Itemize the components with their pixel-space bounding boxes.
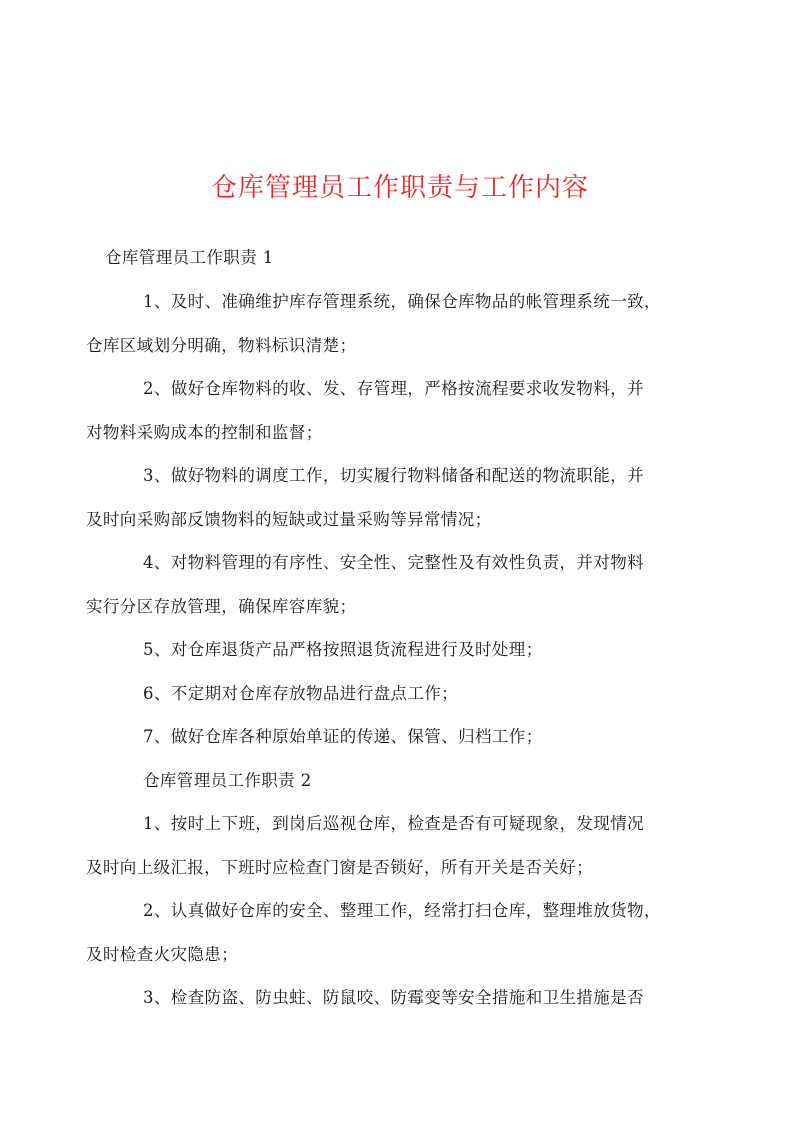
paragraph-line: 5、对仓库退货产品严格按照退货流程进行及时处理； xyxy=(143,640,543,659)
paragraph-line: 及时向上级汇报，下班时应检查门窗是否锁好，所有开关是否关好； xyxy=(86,858,593,877)
paragraph-line: 仓库区域划分明确，物料标识清楚； xyxy=(86,336,357,355)
paragraph-line: 7、做好仓库各种原始单证的传递、保管、归档工作； xyxy=(143,727,543,746)
paragraph-line: 6、不定期对仓库存放物品进行盘点工作； xyxy=(143,684,459,703)
section-heading-1: 仓库管理员工作职责 1 xyxy=(105,248,274,267)
paragraph-line: 3、做好物料的调度工作，切实履行物料储备和配送的物流职能，并 xyxy=(143,466,644,485)
paragraph-line: 1、及时、准确维护库存管理系统，确保仓库物品的帐管理系统一致， xyxy=(143,292,661,311)
paragraph-line: 3、检查防盗、防虫蛀、防鼠咬、防霉变等安全措施和卫生措施是否 xyxy=(143,988,644,1007)
paragraph-line: 实行分区存放管理，确保库容库貌； xyxy=(86,597,357,616)
paragraph-line: 2、做好仓库物料的收、发、存管理，严格按流程要求收发物料，并 xyxy=(143,379,644,398)
paragraph-line: 及时检查火灾隐患； xyxy=(86,945,239,964)
paragraph-line: 4、对物料管理的有序性、安全性、完整性及有效性负责，并对物料 xyxy=(143,553,644,572)
paragraph-line: 对物料采购成本的控制和监督； xyxy=(86,423,323,442)
document-title: 仓库管理员工作职责与工作内容 xyxy=(210,173,589,203)
paragraph-line: 2、认真做好仓库的安全、整理工作，经常打扫仓库，整理堆放货物， xyxy=(143,901,661,920)
section-heading-2: 仓库管理员工作职责 2 xyxy=(143,771,312,790)
paragraph-line: 及时向采购部反馈物料的短缺或过量采购等异常情况； xyxy=(86,510,492,529)
paragraph-line: 1、按时上下班，到岗后巡视仓库，检查是否有可疑现象，发现情况 xyxy=(143,814,644,833)
